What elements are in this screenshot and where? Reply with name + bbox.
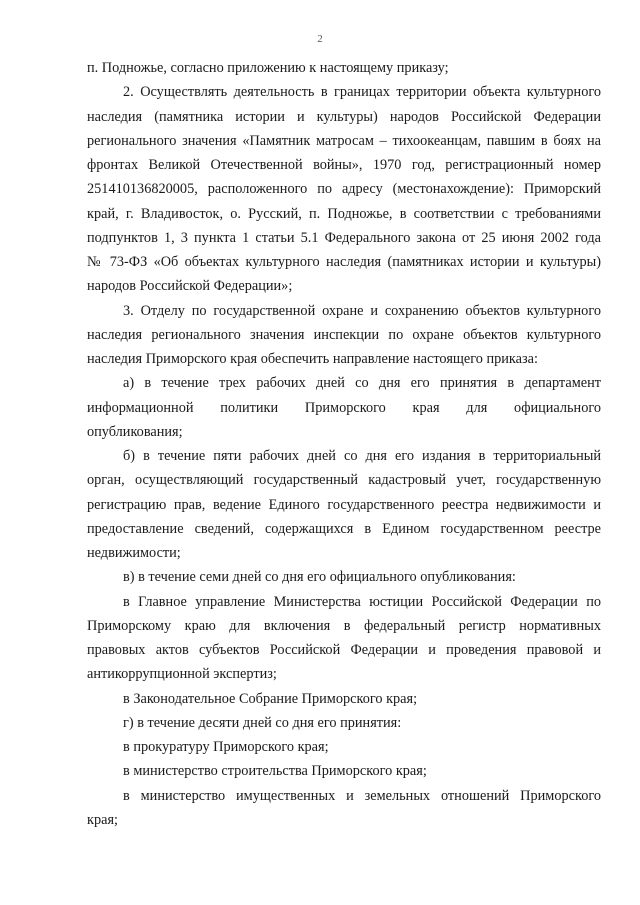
text-line: недвижимости; xyxy=(87,545,181,561)
text-line: 3. Отделу по государственной охране и сохранению объектов культурного xyxy=(123,302,601,319)
text-line: край, г. Владивосток, о. Русский, п. Подножье, в соответствии с требованиями xyxy=(87,205,601,222)
text-line: регионального значения «Памятник матросам – тихоокеанцам, павшим в боях на xyxy=(87,132,601,149)
text-line: в прокуратуру Приморского края; xyxy=(123,739,329,755)
text-line: Приморскому краю для включения в федеральный регистр нормативных xyxy=(87,617,601,634)
text-line: антикоррупционной экспертиз; xyxy=(87,666,277,683)
text-line: опубликования; xyxy=(87,423,183,440)
text-line: народов Российской Федерации»; xyxy=(87,278,293,295)
text-line: а) в течение трех рабочих дней со дня его принятия в департамент xyxy=(123,375,601,392)
document-body xyxy=(87,56,601,832)
text-line: 2. Осуществлять деятельность в границах территории объекта культурного xyxy=(123,84,601,101)
text-line: предоставление сведений, содержащихся в Едином государственном реестре xyxy=(87,520,601,537)
text-line: п. Подножье, согласно приложению к настоящему приказу; xyxy=(87,60,449,76)
text-line: в Законодательное Собрание Приморского края; xyxy=(123,690,418,707)
text-line: орган, осуществляющий государственный кадастровый учет, государственную xyxy=(87,472,601,489)
text-line: правовых актов субъектов Российской Федерации и проведения правовой и xyxy=(87,642,601,658)
text-line: г) в течение десяти дней со дня его принятия: xyxy=(123,714,402,731)
text-line: края; xyxy=(87,811,118,828)
text-line: в Главное управление Министерства юстиции Российской Федерации по xyxy=(123,593,601,610)
text-line: наследия регионального значения инспекции по охране объектов культурного xyxy=(87,326,601,343)
text-line: фронтах Великой Отечественной войны», 1970 год, регистрационный номер xyxy=(87,157,601,173)
text-line: наследия Приморского края обеспечить направление настоящего приказа: xyxy=(87,351,538,367)
text-line: 251410136820005, расположенного по адресу (местонахождение): Приморский xyxy=(87,181,601,198)
text-line: в) в течение семи дней со дня его официального опубликования: xyxy=(123,569,516,586)
text-line: подпунктов 1, 3 пункта 1 статьи 5.1 Федерального закона от 25 июня 2002 года xyxy=(87,229,601,246)
text-line: в министерство строительства Приморского края; xyxy=(123,763,427,780)
text-line: № 73-ФЗ «Об объектах культурного наследия (памятниках истории и культуры) xyxy=(87,254,601,270)
text-line: наследия (памятника истории и культуры) народов Российской Федерации xyxy=(87,108,601,125)
page-number: 2 xyxy=(317,33,323,45)
text-line: б) в течение пяти рабочих дней со дня его издания в территориальный xyxy=(123,448,601,464)
text-line: регистрацию прав, ведение Единого государственного реестра недвижимости и xyxy=(87,496,601,513)
text-line: информационной политики Приморского края для официального xyxy=(87,399,601,416)
text-line: в министерство имущественных и земельных отношений Приморского xyxy=(123,787,601,804)
